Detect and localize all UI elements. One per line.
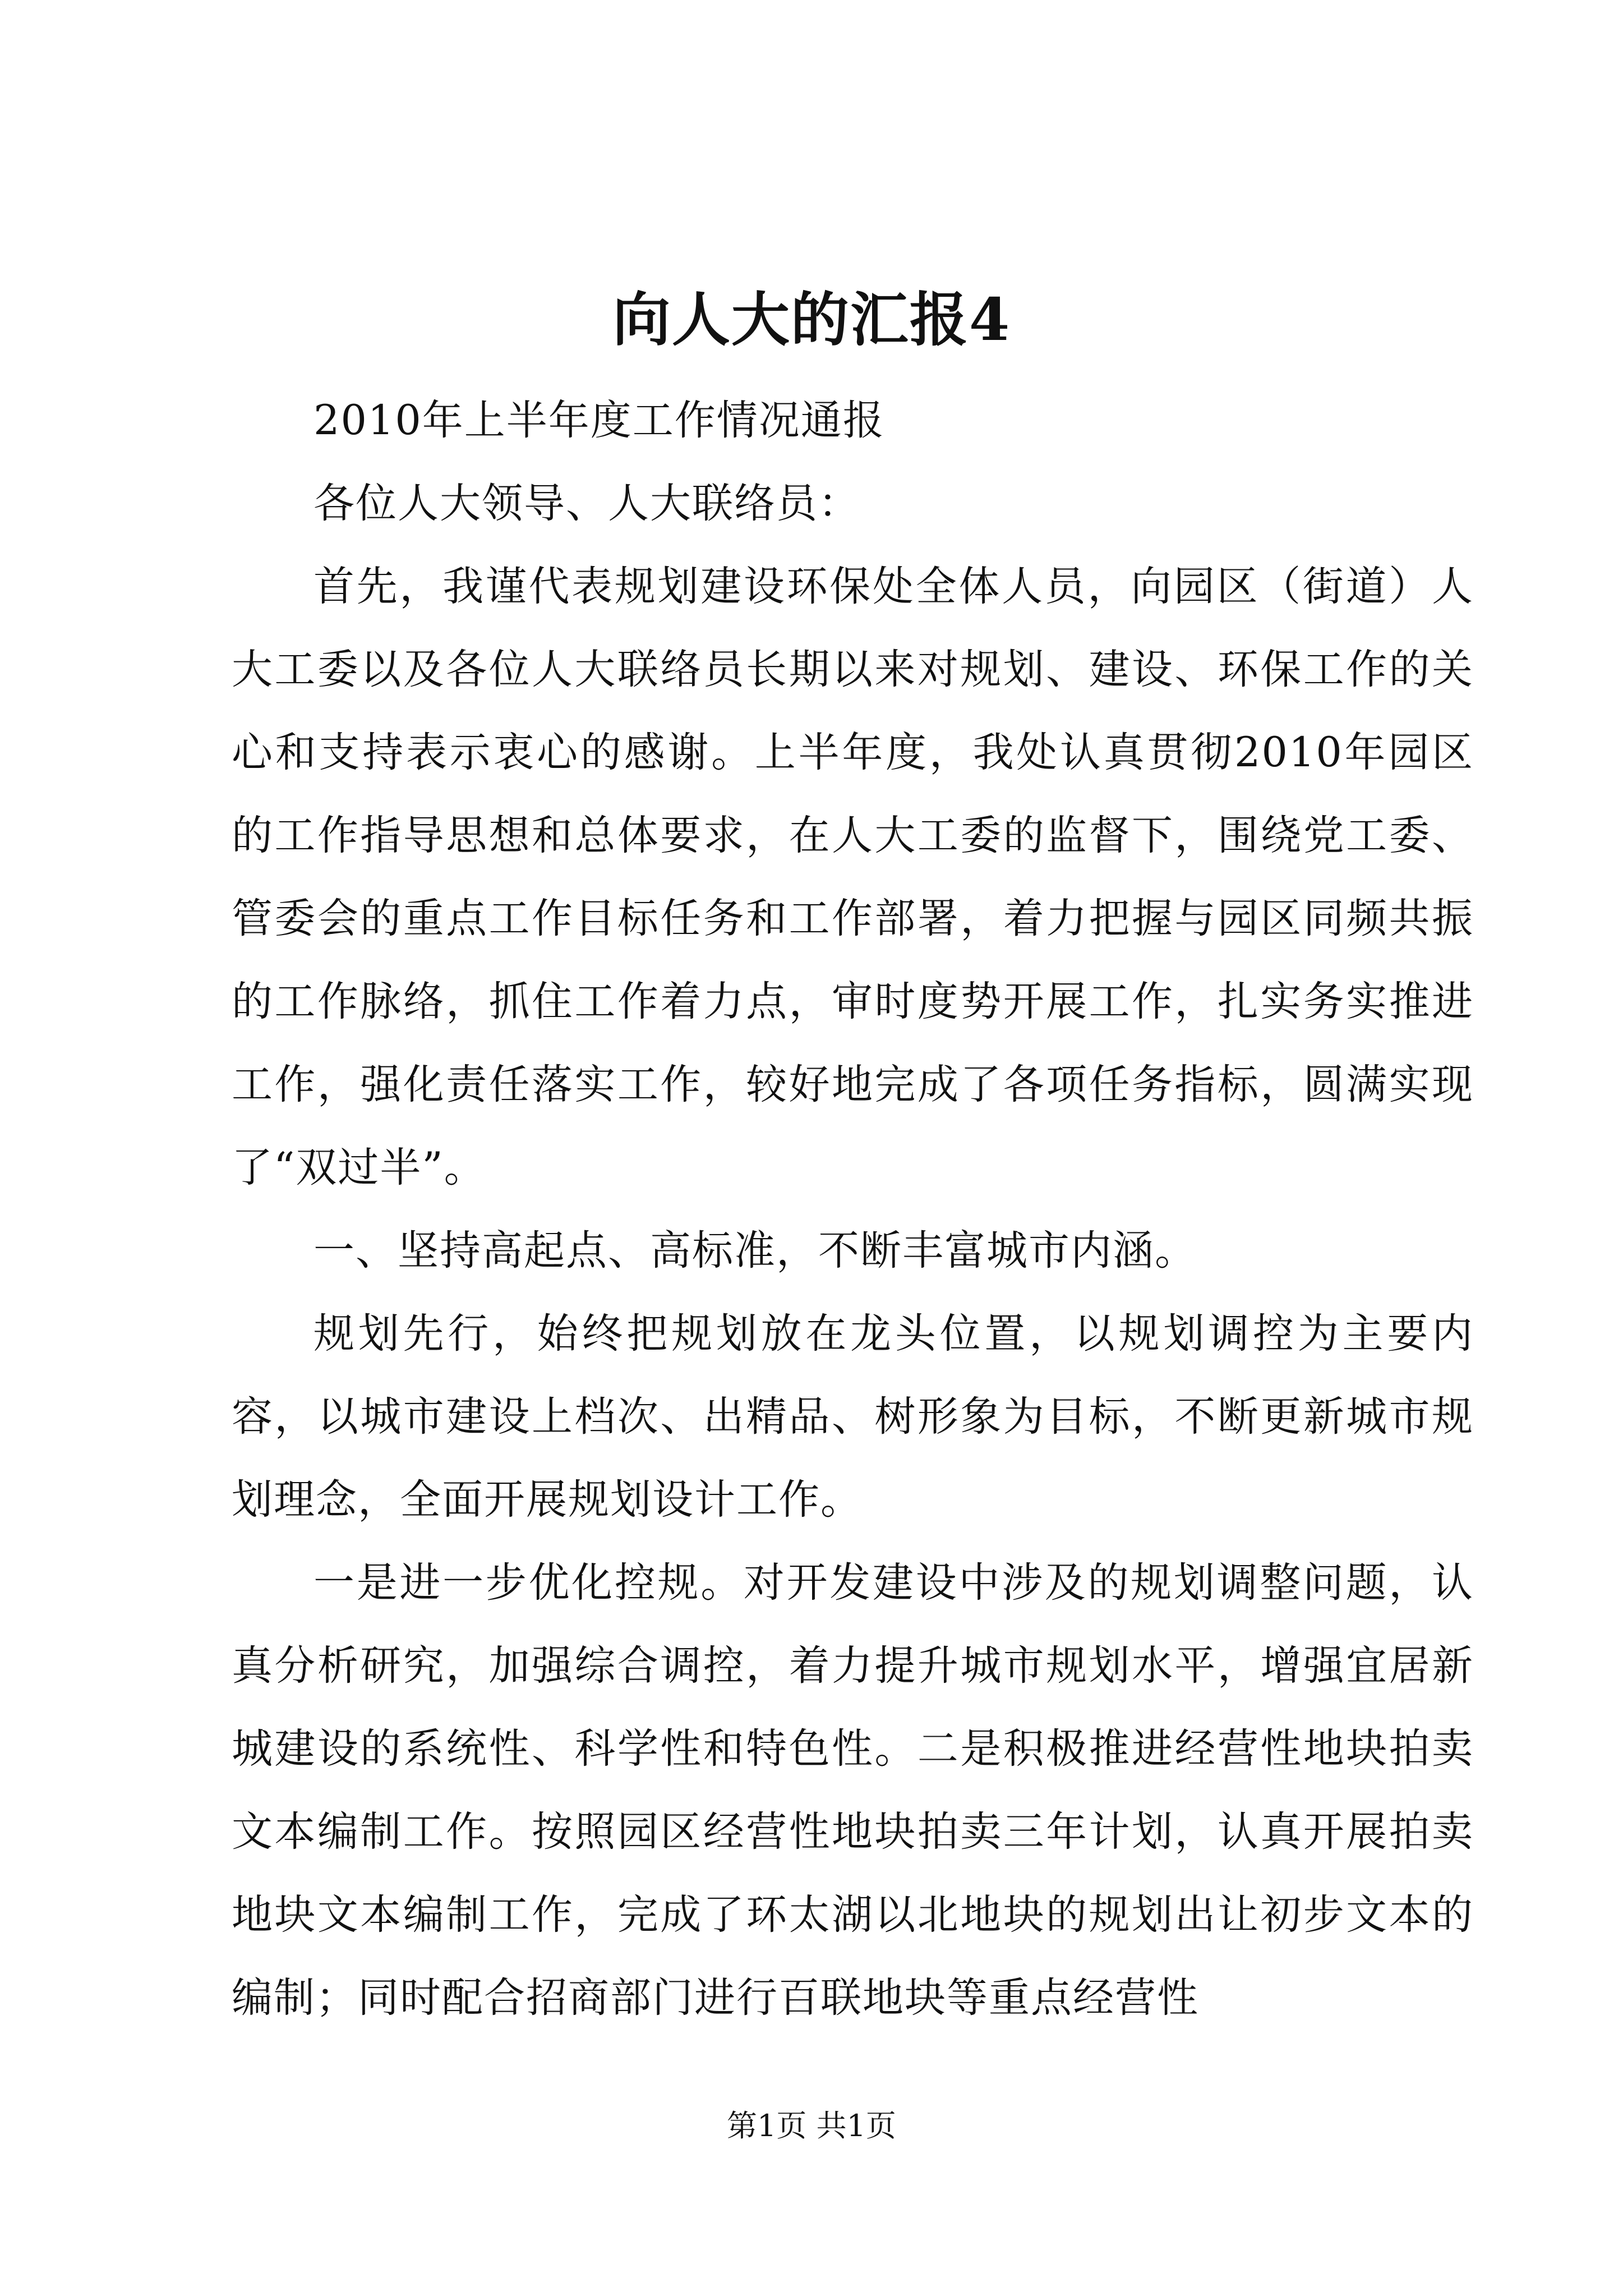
body-paragraph: 规划先行，始终把规划放在龙头位置，以规划调控为主要内容，以城市建设上档次、出精品、树形象为目标，不断更新城市规划理念，全面开展规划设计工作。 (232, 1310, 1474, 1524)
report-subtitle: 2010年上半年度工作情况通报 (313, 397, 885, 444)
body-paragraph: 一是进一步优化控规。对开发建设中涉及的规划调整问题，认真分析研究，加强综合调控，着力提升城市规划水平，增强宜居新城建设的系统性、科学性和特色性。二是积极推进经营性地块拍卖文本编制工作。按照园区经营性地块拍卖三年计划，认真开展拍卖地块文本编制工作，完成了环太湖以北地块的规划出让初步文本的编制；同时配合招商部门进行百联地块等重点经营性 (232, 1559, 1474, 2022)
page-footer: 第1页 共1页 (727, 2108, 896, 2143)
salutation: 各位人大领导、人大联络员： (313, 480, 860, 527)
document-title: 向人大的汇报4 (612, 285, 1011, 354)
section-heading: 一、坚持高起点、高标准，不断丰富城市内涵。 (313, 1227, 1197, 1274)
body-paragraph: 首先，我谨代表规划建设环保处全体人员，向园区（街道）人大工委以及各位人大联络员长期以来对规划、建设、环保工作的关心和支持表示衷心的感谢。上半年度，我处认真贯彻2010年园区的工作指导思想和总体要求，在人大工委的监督下，围绕党工委、管委会的重点工作目标任务和工作部署，着力把握与园区同频共振的工作脉络，抓住工作着力点，审时度势开展工作，扎实务实推进工作，强化责任落实工作，较好地完成了各项任务指标，圆满实现了“双过半”。 (232, 563, 1474, 1191)
document-body (232, 379, 1474, 2040)
